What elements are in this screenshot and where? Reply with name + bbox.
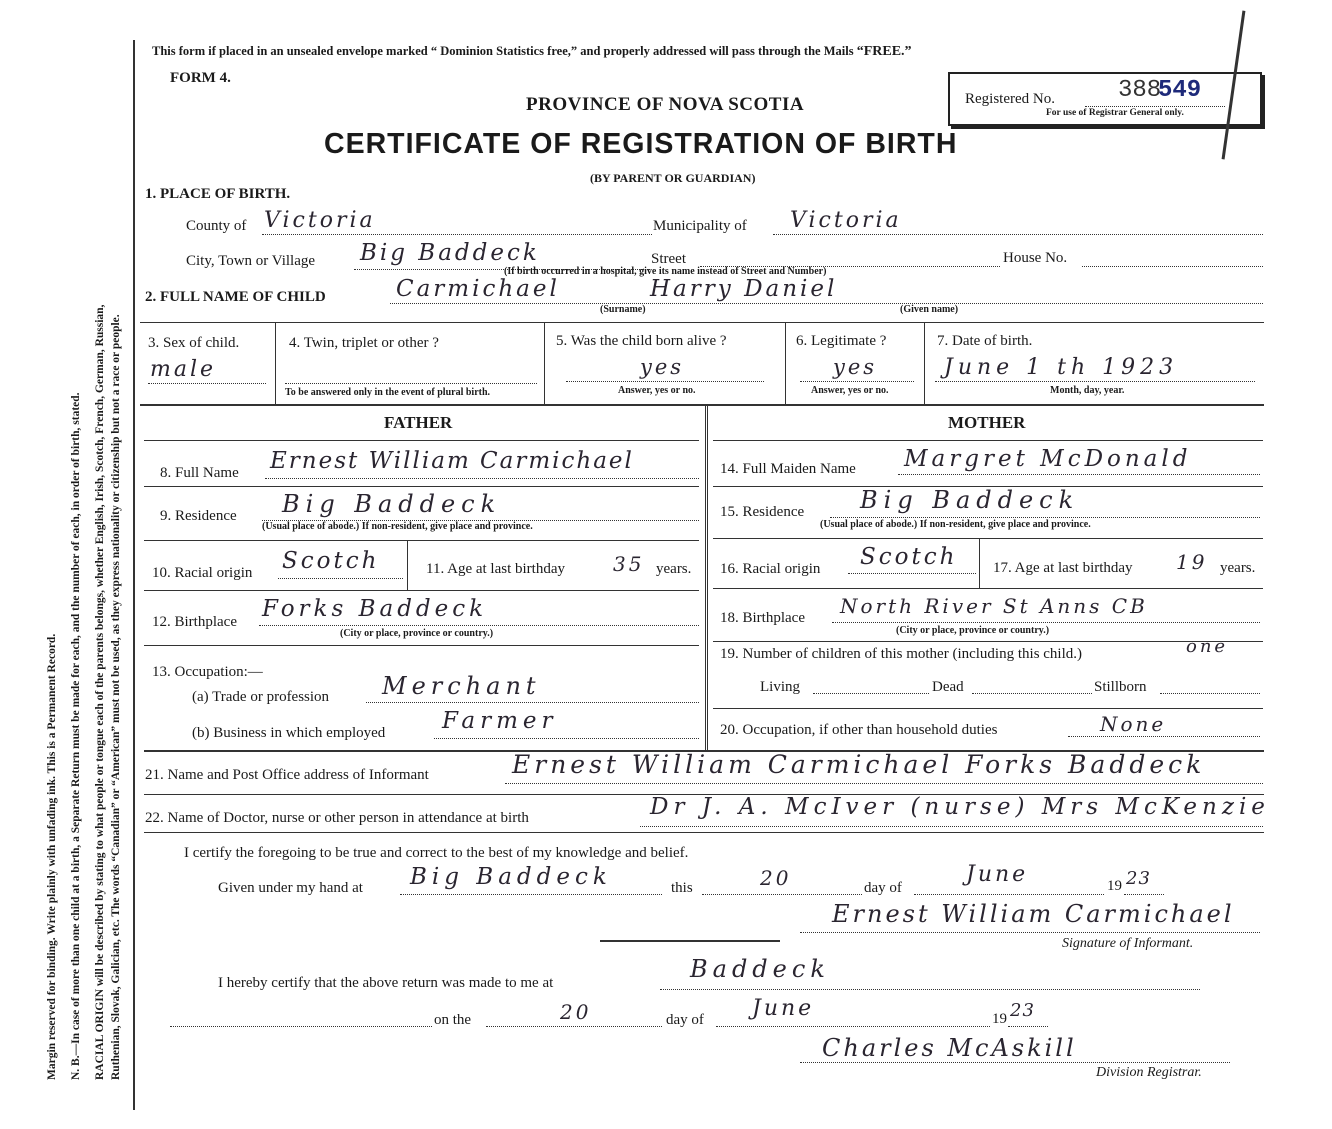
given-name-note: (Given name) (900, 304, 959, 315)
registered-number-prefix: 388 (1118, 77, 1162, 104)
mother-racial-value: Scotch (860, 544, 958, 570)
father-name-value: Ernest William Carmichael (270, 448, 634, 474)
given-day-of-label: day of (864, 880, 902, 896)
given-place-value: Big Baddeck (410, 864, 612, 890)
born-alive-note: Answer, yes or no. (618, 385, 696, 396)
mail-notice-free: “FREE.” (856, 44, 912, 59)
informant-label: 21. Name and Post Office address of Informant (145, 767, 429, 783)
mother-heading: MOTHER (948, 413, 1026, 432)
multiple-birth-note: N. B.—In case of more than one child at a birth, a Separate Return must be made for each, and the number of each, in order of birth, stated. (70, 392, 82, 1080)
divider-rule (600, 940, 780, 942)
child-given-name: Harry Daniel (650, 276, 838, 302)
racial-origin-note-2: Ruthenian, Slovak, Galician, etc. The words “Canadian” or “American” must not be used, as they express nationality or citizenship but not a race or people. (110, 314, 122, 1080)
county-value: Victoria (264, 208, 376, 233)
dob-label: 7. Date of birth. (937, 333, 1033, 349)
father-birthplace-value: Forks Baddeck (262, 596, 488, 622)
mother-age-unit: years. (1220, 560, 1256, 576)
mail-notice-text: This form if placed in an unsealed envelope marked “ Dominion Statistics free,” and properly addressed will pass through the Mails (152, 44, 854, 58)
registrar-day-value: 20 (560, 1000, 592, 1024)
binding-margin-notes (42, 40, 132, 1100)
dob-note: Month, day, year. (1050, 385, 1125, 396)
mother-age-value: 19 (1176, 550, 1208, 574)
municipality-label: Municipality of (653, 218, 747, 234)
business-value: Farmer (442, 708, 558, 734)
surname-note: (Surname) (600, 304, 646, 315)
occupation-heading: 13. Occupation:— (152, 664, 263, 680)
registered-number-suffix: 549 (1158, 77, 1202, 104)
mother-occupation-value: None (1100, 712, 1167, 736)
place-of-birth-heading: 1. PLACE OF BIRTH. (145, 186, 291, 202)
registrar-year-prefix: 19 (992, 1011, 1007, 1027)
mother-birthplace-note: (City or place, province or country.) (896, 625, 1050, 636)
mother-residence-label: 15. Residence (720, 504, 805, 520)
municipality-value: Victoria (790, 208, 902, 233)
children-count-value: one (1186, 636, 1229, 657)
informant-value: Ernest William Carmichael Forks Baddeck (512, 750, 1206, 779)
city-label: City, Town or Village (186, 253, 316, 269)
father-name-label: 8. Full Name (160, 465, 239, 481)
registered-label: Registered No. (965, 91, 1055, 107)
racial-origin-note-1: RACIAL ORIGIN will be described by stating to what people or tongue each of the parents belongs, whether English, Irish, Scotch, French, German, Russian, (94, 304, 106, 1080)
registrar-statement: I hereby certify that the above return was made to me at (218, 975, 554, 991)
living-label: Living (760, 679, 800, 695)
form-number: FORM 4. (170, 70, 231, 86)
mother-birthplace-label: 18. Birthplace (720, 610, 805, 626)
registered-number-box (948, 72, 1262, 126)
father-age-unit: years. (656, 561, 692, 577)
given-year-prefix: 19 (1107, 878, 1122, 894)
registrar-month-value: June (752, 996, 815, 1021)
born-alive-value: yes (640, 355, 685, 379)
dob-value: June 1 th 1923 (944, 355, 1179, 380)
hospital-note: (If birth occurred in a hospital, give its name instead of Street and Number) (504, 266, 827, 277)
given-month-value: June (966, 862, 1029, 887)
given-year-value: 23 (1126, 868, 1151, 889)
province-heading: PROVINCE OF NOVA SCOTIA (526, 94, 805, 115)
child-surname: Carmichael (396, 276, 560, 302)
legitimate-value: yes (833, 355, 878, 379)
legitimate-label: 6. Legitimate ? (796, 333, 887, 349)
father-age-value: 35 (613, 552, 645, 576)
house-number-label: House No. (1003, 250, 1068, 266)
doctor-label: 22. Name of Doctor, nurse or other person in attendance at birth (145, 810, 529, 826)
legitimate-note: Answer, yes or no. (811, 385, 889, 396)
mail-notice (152, 44, 912, 60)
certificate-subtitle: (BY PARENT OR GUARDIAN) (590, 171, 756, 185)
business-label: (b) Business in which employed (192, 725, 386, 741)
county-label: County of (186, 218, 247, 234)
father-racial-label: 10. Racial origin (152, 565, 253, 581)
mother-occupation-label: 20. Occupation, if other than household duties (720, 722, 998, 738)
registrar-title: Division Registrar. (1096, 1065, 1202, 1080)
mother-birthplace-value: North River St Anns CB (840, 594, 1148, 618)
dead-label: Dead (932, 679, 964, 695)
trade-value: Merchant (382, 672, 541, 700)
mother-residence-note: (Usual place of abode.) If non-resident, give place and province. (820, 519, 1091, 530)
father-residence-value: Big Baddeck (282, 490, 502, 518)
sex-value: male (150, 357, 217, 382)
mother-residence-value: Big Baddeck (860, 486, 1080, 514)
father-residence-label: 9. Residence (160, 508, 237, 524)
registrar-year-value: 23 (1010, 1000, 1035, 1021)
margin-rule (133, 40, 135, 1110)
born-alive-label: 5. Was the child born alive ? (556, 333, 727, 349)
city-value: Big Baddeck (360, 240, 540, 266)
street-label: Street (651, 251, 686, 267)
informant-signature: Ernest William Carmichael (832, 900, 1235, 928)
doctor-value: Dr J. A. McIver (nurse) Mrs McKenzie (650, 794, 1270, 820)
trade-label: (a) Trade or profession (192, 689, 330, 705)
father-birthplace-label: 12. Birthplace (152, 614, 237, 630)
twin-note: To be answered only in the event of plural birth. (285, 387, 491, 398)
informant-signature-label: Signature of Informant. (1062, 936, 1194, 951)
given-under-hand-label: Given under my hand at (218, 880, 363, 896)
stillborn-label: Stillborn (1094, 679, 1147, 695)
margin-binding-note: Margin reserved for binding. Write plainly with unfading ink. This is a Permanent Record. (46, 633, 58, 1080)
father-birthplace-note: (City or place, province or country.) (340, 628, 494, 639)
twin-label: 4. Twin, triplet or other ? (289, 335, 439, 351)
mother-name-label: 14. Full Maiden Name (720, 461, 856, 477)
this-label: this (671, 880, 693, 896)
mother-age-label: 17. Age at last birthday (993, 560, 1133, 576)
registrar-signature: Charles McAskill (822, 1034, 1077, 1062)
certify-statement: I certify the foregoing to be true and correct to the best of my knowledge and belief. (184, 845, 689, 861)
registrar-day-of-label: day of (666, 1012, 704, 1028)
mother-racial-label: 16. Racial origin (720, 561, 821, 577)
given-day-value: 20 (760, 866, 792, 890)
mother-name-value: Margret McDonald (904, 446, 1192, 472)
registered-note: For use of Registrar General only. (1046, 108, 1184, 118)
registrar-place-value: Baddeck (690, 955, 830, 983)
certificate-title: CERTIFICATE OF REGISTRATION OF BIRTH (324, 128, 958, 160)
father-residence-note: (Usual place of abode.) If non-resident, give place and province. (262, 521, 533, 532)
registrar-on-the-label: on the (434, 1012, 472, 1028)
child-name-label: 2. FULL NAME OF CHILD (145, 289, 326, 305)
children-count-label: 19. Number of children of this mother (including this child.) (720, 646, 1083, 662)
father-racial-value: Scotch (282, 548, 380, 574)
father-heading: FATHER (384, 413, 453, 432)
father-age-label: 11. Age at last birthday (426, 561, 565, 577)
sex-label: 3. Sex of child. (148, 335, 240, 351)
